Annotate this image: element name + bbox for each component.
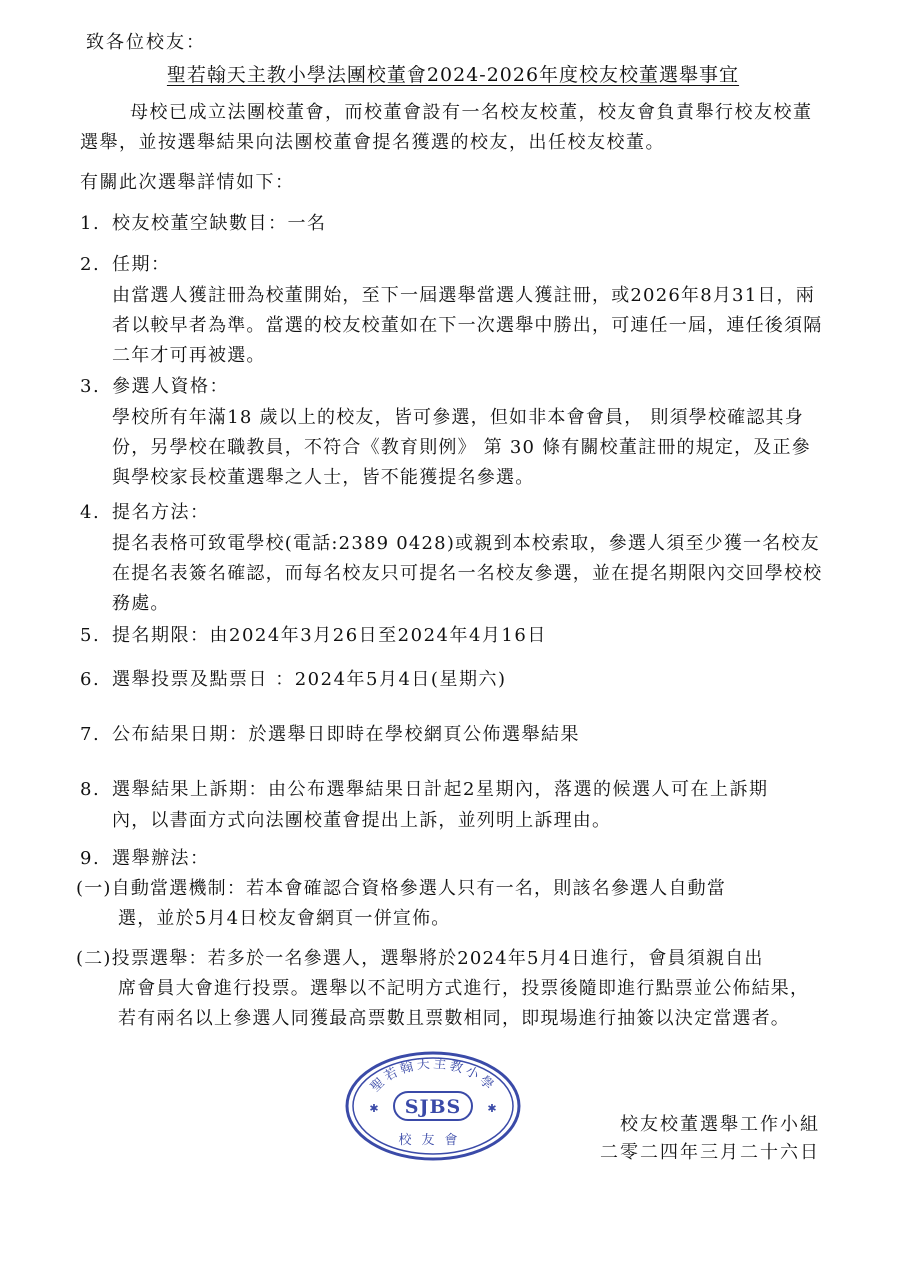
item-5 [80,621,547,651]
item-heading: 任期： [112,254,171,275]
signature-org: 校友校董選舉工作小組 [620,1114,820,1135]
item-heading: 選舉投票及點票日 ：2024年5月4日(星期六) [112,669,507,690]
details-lead: 有關此次選舉詳情如下： [80,172,295,193]
item-1 [80,209,327,239]
item-number: 6. [80,669,101,690]
svg-text:✱: ✱ [369,1102,379,1115]
signature-date: 二零二四年三月二十六日 [600,1142,820,1163]
item-8 [80,775,830,805]
item-heading: 提名期限：由2024年3月26日至2024年4月16日 [112,625,547,646]
item-2 [80,250,171,280]
seal-bottom-text: 校友會 [398,1133,468,1148]
item-number: 1. [80,213,101,234]
item-2-body: 由當選人獲註冊為校董開始，至下一屆選舉當選人獲註冊，或2026年8月31日，兩者以較早者為準。當選的校友校董如在下一次選舉中勝出，可連任一屆，連任後須隔二年才可再被選。 [112,285,823,366]
item-heading: 選舉結果上訴期：由公布選舉結果日計起2星期內，落選的候選人可在上訴期 [112,779,769,800]
item-heading: 參選人資格： [112,376,229,397]
item-heading: 提名方法： [112,502,210,523]
item-6 [80,665,506,695]
item-number: 9. [80,848,101,869]
item-number: 7. [80,724,101,745]
item-number: 4. [80,502,101,523]
intro-paragraph: 母校已成立法團校董會，而校董會設有一名校友校董，校友會負責舉行校友校董選舉，並按選舉結果向法團校董會提名獲選的校友，出任校友校董。 [80,102,813,153]
item-7 [80,720,580,750]
method-2-body: 席會員大會進行投票。選舉以不記明方式進行，投票後隨即進行點票並公佈結果，若有兩名以上參選人同獲最高票數且票數相同，即現場進行抽簽以決定當選者。 [118,978,810,1029]
item-3-body: 學校所有年滿18 歲以上的校友，皆可參選，但如非本會會員， 則須學校確認其身份，另學校在職教員，不符合《教育則例》 第 30 條有關校董註冊的規定，及正參與學校家長校董選舉之人士，皆不能獲提名參選。 [112,407,811,488]
method-1-body: 選，並於5月4日校友會網頁一併宣佈。 [118,908,451,929]
alumni-association-seal [344,1050,522,1162]
greeting: 致各位校友： [86,32,206,53]
method-1-heading: (一)自動當選機制：若本會確認合資格參選人只有一名，則該名參選人自動當 [76,878,727,899]
item-number: 8. [80,779,101,800]
item-9 [80,844,210,874]
document-title: 聖若翰天主教小學法團校董會2024-2026年度校友校董選舉事宜 [166,64,740,86]
item-heading: 校友校董空缺數目：一名 [112,213,327,234]
item-heading: 選舉辦法： [112,848,210,869]
item-3 [80,372,229,402]
item-number: 3. [80,376,101,397]
item-8-body: 內，以書面方式向法團校董會提出上訴，並列明上訴理由。 [112,810,612,831]
method-2-heading: (二)投票選舉：若多於一名參選人，選舉將於2024年5月4日進行，會員須親自出 [76,948,764,969]
svg-text:✱: ✱ [487,1102,497,1115]
svg-text:聖若翰天主教小學: 聖若翰天主教小學 [368,1056,498,1096]
item-heading: 公布結果日期：於選舉日即時在學校網頁公佈選舉結果 [112,724,580,745]
item-number: 5. [80,625,101,646]
item-number: 2. [80,254,101,275]
item-4-body: 提名表格可致電學校(電話:2389 0428)或親到本校索取，參選人須至少獲一名校友在提名表簽名確認，而每名校友只可提名一名校友參選，並在提名期限內交回學校校務處。 [112,533,823,614]
seal-logo-text: SJBS [404,1096,462,1118]
item-4 [80,498,210,528]
